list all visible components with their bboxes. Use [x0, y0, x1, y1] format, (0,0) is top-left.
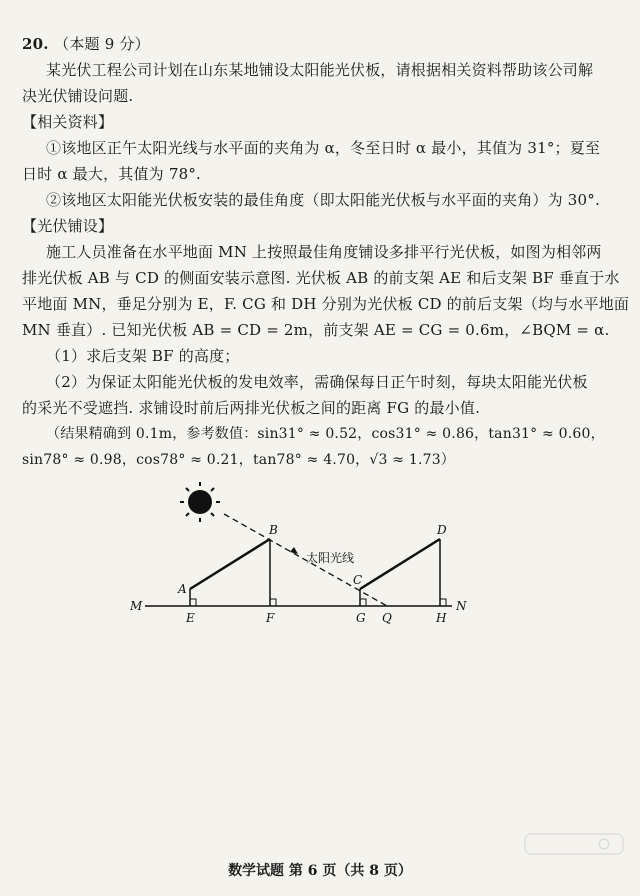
right-angle-marks — [190, 599, 446, 606]
section-title-install: 【光伏铺设】 — [22, 217, 114, 235]
label-m: M — [130, 599, 143, 613]
label-c: C — [353, 573, 363, 587]
question-2-line-2: 的采光不受遮挡. 求铺设时前后两排光伏板之间的距离 FG 的最小值. — [22, 399, 481, 417]
sun-ray-arrowhead — [290, 547, 298, 554]
intro-line-1: 某光伏工程公司计划在山东某地铺设太阳能光伏板，请根据相关资料帮助该公司解 — [46, 61, 594, 79]
label-n: N — [456, 599, 467, 613]
label-a: A — [178, 582, 187, 596]
panel-cd — [360, 539, 440, 589]
problem-number: 20. — [22, 35, 49, 53]
label-q: Q — [382, 611, 392, 625]
label-e: E — [186, 611, 195, 625]
label-h: H — [436, 611, 447, 625]
label-g: G — [356, 611, 366, 625]
sun-ray-label: 太阳光线 — [306, 551, 355, 565]
install-line-1: 施工人员准备在水平地面 MN 上按照最佳角度铺设多排平行光伏板，如图为相邻两 — [46, 243, 602, 261]
install-line-4: MN 垂直）. 已知光伏板 AB = CD = 2m，前支架 AE = CG = 0.6m，∠BQM = α. — [22, 321, 610, 339]
sun-icon — [180, 482, 220, 522]
panel-ab — [190, 539, 270, 589]
question-1: （1）求后支架 BF 的高度； — [46, 347, 240, 365]
intro-line-2: 决光伏铺设问题. — [22, 87, 134, 105]
watermark-logo — [524, 832, 624, 856]
problem-header — [22, 34, 622, 54]
materials-line-1: ①该地区正午太阳光线与水平面的夹角为 α，冬至日时 α 最小，其值为 31°；夏至 — [46, 139, 601, 157]
page-footer: 数学试题 第 6 页（共 8 页） — [228, 863, 412, 879]
note-line-1: （结果精确到 0.1m，参考数值：sin31° ≈ 0.52，cos31° ≈ 0.86，tan31° ≈ 0.60， — [46, 426, 605, 442]
install-line-2: 排光伏板 AB 与 CD 的侧面安装示意图. 光伏板 AB 的前支架 AE 和后支架 BF 垂直于水 — [22, 269, 620, 287]
label-d: D — [437, 523, 447, 537]
label-b: B — [269, 523, 278, 537]
note-line-2: sin78° ≈ 0.98，cos78° ≈ 0.21，tan78° ≈ 4.70，√3 ≈ 1.73） — [22, 452, 456, 468]
problem-score: （本题 9 分） — [54, 35, 150, 53]
section-title-materials: 【相关资料】 — [22, 113, 114, 131]
materials-line-2: 日时 α 最大，其值为 78°. — [22, 165, 201, 183]
install-line-3: 平地面 MN，垂足分别为 E，F. CG 和 DH 分别为光伏板 CD 的前后支架（均与水平地面 — [22, 295, 630, 313]
solar-panel-diagram — [100, 482, 500, 632]
materials-line-3: ②该地区太阳能光伏板安装的最佳角度（即太阳能光伏板与水平面的夹角）为 30°. — [46, 191, 600, 209]
question-2-line-1: （2）为保证太阳能光伏板的发电效率，需确保每日正午时刻，每块太阳能光伏板 — [46, 373, 588, 391]
label-f: F — [266, 611, 275, 625]
